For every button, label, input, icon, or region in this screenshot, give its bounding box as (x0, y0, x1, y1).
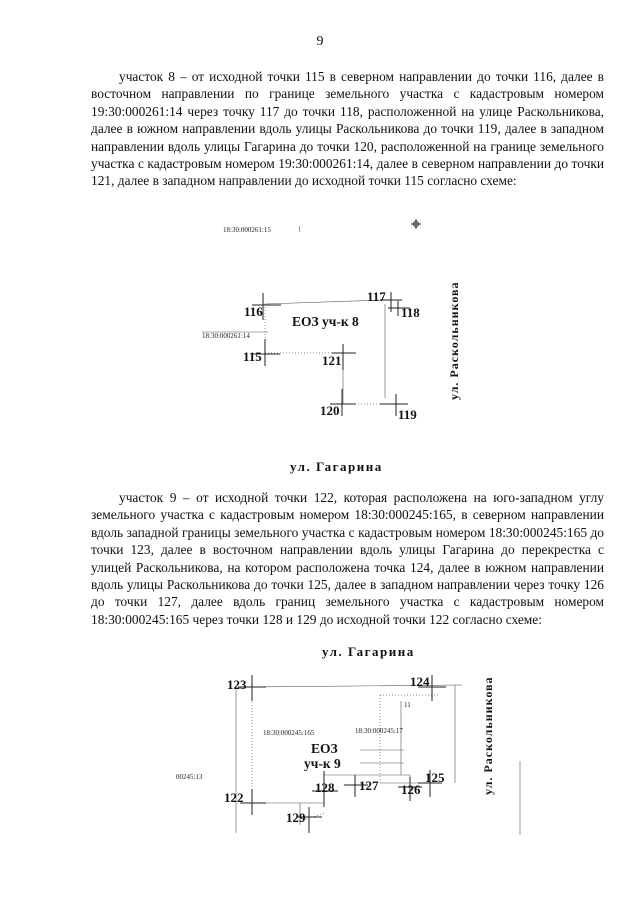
point-122-marker (240, 789, 266, 815)
page-number: 9 (316, 34, 324, 49)
point-127-label: 127 (359, 778, 379, 793)
cadastral-label-17: 18:30:000245:17 (355, 727, 403, 735)
street-gagarina-caption-2: ул. Гагарина (322, 644, 415, 659)
point-123-label: 123 (227, 677, 247, 692)
scheme-plot-9-drawing (0, 665, 640, 860)
point-120-label: 120 (320, 403, 340, 418)
point-117-label: 117 (367, 289, 386, 304)
paragraph-section-9: участок 9 – от исходной точки 122, которая расположена на юго-западном углу земельного участка с кадастровым номером 18:30:000245:165, в северном направлении вдоль западной границы земельного участка с кадастровым номером 18:30:000245:165 до точки 123, далее в восточном направлении вдоль улицы Гагарина до перекрестка с улицей Раскольникова, на котором расположена точка 124, далее в южном направлении вдоль улицы Раскольникова до точки 125, далее в западном направлении через точку 126 до точки 127, далее вдоль границ земельного участка с кадастровым номером 18:30:000245:165 через точки 128 и 129 до исходной точки 122 согласно схеме: (91, 490, 604, 627)
lot-number-label: 11 (404, 701, 411, 709)
point-125-label: 125 (425, 770, 445, 785)
point-126-label: 126 (401, 782, 421, 797)
street-raskolnikova-label-2: ул. Раскольникова (481, 676, 495, 795)
scheme-plot-8-drawing (0, 208, 640, 438)
point-122-label: 122 (224, 790, 244, 805)
cadastral-label-165: 18:30:000245:165 (263, 729, 315, 737)
survey-marker-icon (411, 219, 421, 229)
point-128-label: 128 (315, 780, 335, 795)
scheme-plot-9 (0, 665, 640, 860)
zone-label-plot-9: уч-к 9 (304, 756, 341, 771)
cadastral-label-left: 18:30:000261:14 (202, 332, 250, 340)
street-gagarina-caption: ул. Гагарина (290, 459, 383, 474)
cadastral-label-left: 00245:13 (176, 773, 203, 781)
point-121-label: 121 (322, 353, 342, 368)
point-129-label: 129 (286, 810, 306, 825)
point-124-label: 124 (410, 674, 430, 689)
zone-label-plot-8: ЕОЗ уч-к 8 (292, 314, 359, 329)
cadastral-label-top: 18:30:000261:15 (223, 226, 271, 234)
point-116-label: 116 (244, 304, 263, 319)
street-raskolnikova-label: ул. Раскольникова (447, 281, 461, 400)
point-118-label: 118 (401, 305, 420, 320)
point-115-label: 115 (243, 349, 262, 364)
zone-label-eoz: ЕОЗ (311, 741, 338, 756)
point-119-label: 119 (398, 407, 417, 422)
scheme-plot-8 (0, 208, 640, 438)
paragraph-section-8: участок 8 – от исходной точки 115 в северном направлении до точки 116, далее в восточном направлении по границе земельного участка с кадастровым номером 19:30:000261:14 через точку 117 до точки 118, расположенной на улице Раскольникова, далее в южном направлении вдоль улицы Раскольникова до точки 119, далее в западном направлении вдоль улицы Гагарина до точки 120, расположенной на границе земельного участка с кадастровым номером 19:30:000261:14, далее в северном направлении до точки 121, далее в западном направлении до исходной точки 115 согласно схеме: (91, 69, 604, 189)
